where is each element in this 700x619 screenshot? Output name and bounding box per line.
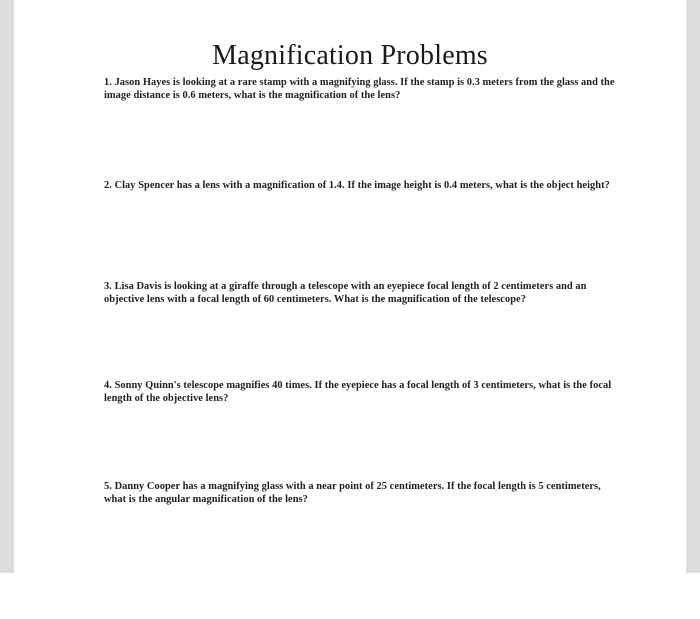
problem-5 bbox=[104, 480, 624, 506]
problem-3-number: 3. bbox=[104, 281, 112, 292]
problem-1-number: 1. bbox=[104, 77, 112, 88]
problem-4-number: 4. bbox=[104, 380, 112, 391]
page-edge-right bbox=[686, 0, 700, 573]
problem-5-text: Danny Cooper has a magnifying glass with a near point of 25 centimeters. If the focal length is 5 centimeters, what is the angular magnification of the lens? bbox=[104, 481, 601, 505]
problem-2 bbox=[104, 179, 624, 192]
problem-2-text: Clay Spencer has a lens with a magnification of 1.4. If the image height is 0.4 meters, what is the object height? bbox=[114, 180, 610, 191]
problem-2-number: 2. bbox=[104, 180, 112, 191]
problem-4-text: Sonny Quinn's telescope magnifies 40 times. If the eyepiece has a focal length of 3 centimeters, what is the focal length of the objective lens? bbox=[104, 380, 612, 404]
problem-3 bbox=[104, 280, 624, 306]
problem-3-text: Lisa Davis is looking at a giraffe through a telescope with an eyepiece focal length of 2 centimeters and an objective lens with a focal length of 60 centimeters. What is the magnification of the telescope? bbox=[104, 281, 587, 305]
problem-1 bbox=[104, 76, 624, 102]
problem-4 bbox=[104, 379, 624, 405]
page-edge-left bbox=[0, 0, 14, 573]
problem-1-text: Jason Hayes is looking at a rare stamp with a magnifying glass. If the stamp is 0.3 meters from the glass and the image distance is 0.6 meters, what is the magnification of the lens? bbox=[104, 77, 615, 101]
problem-5-number: 5. bbox=[104, 481, 112, 492]
page-title: Magnification Problems bbox=[212, 40, 488, 71]
